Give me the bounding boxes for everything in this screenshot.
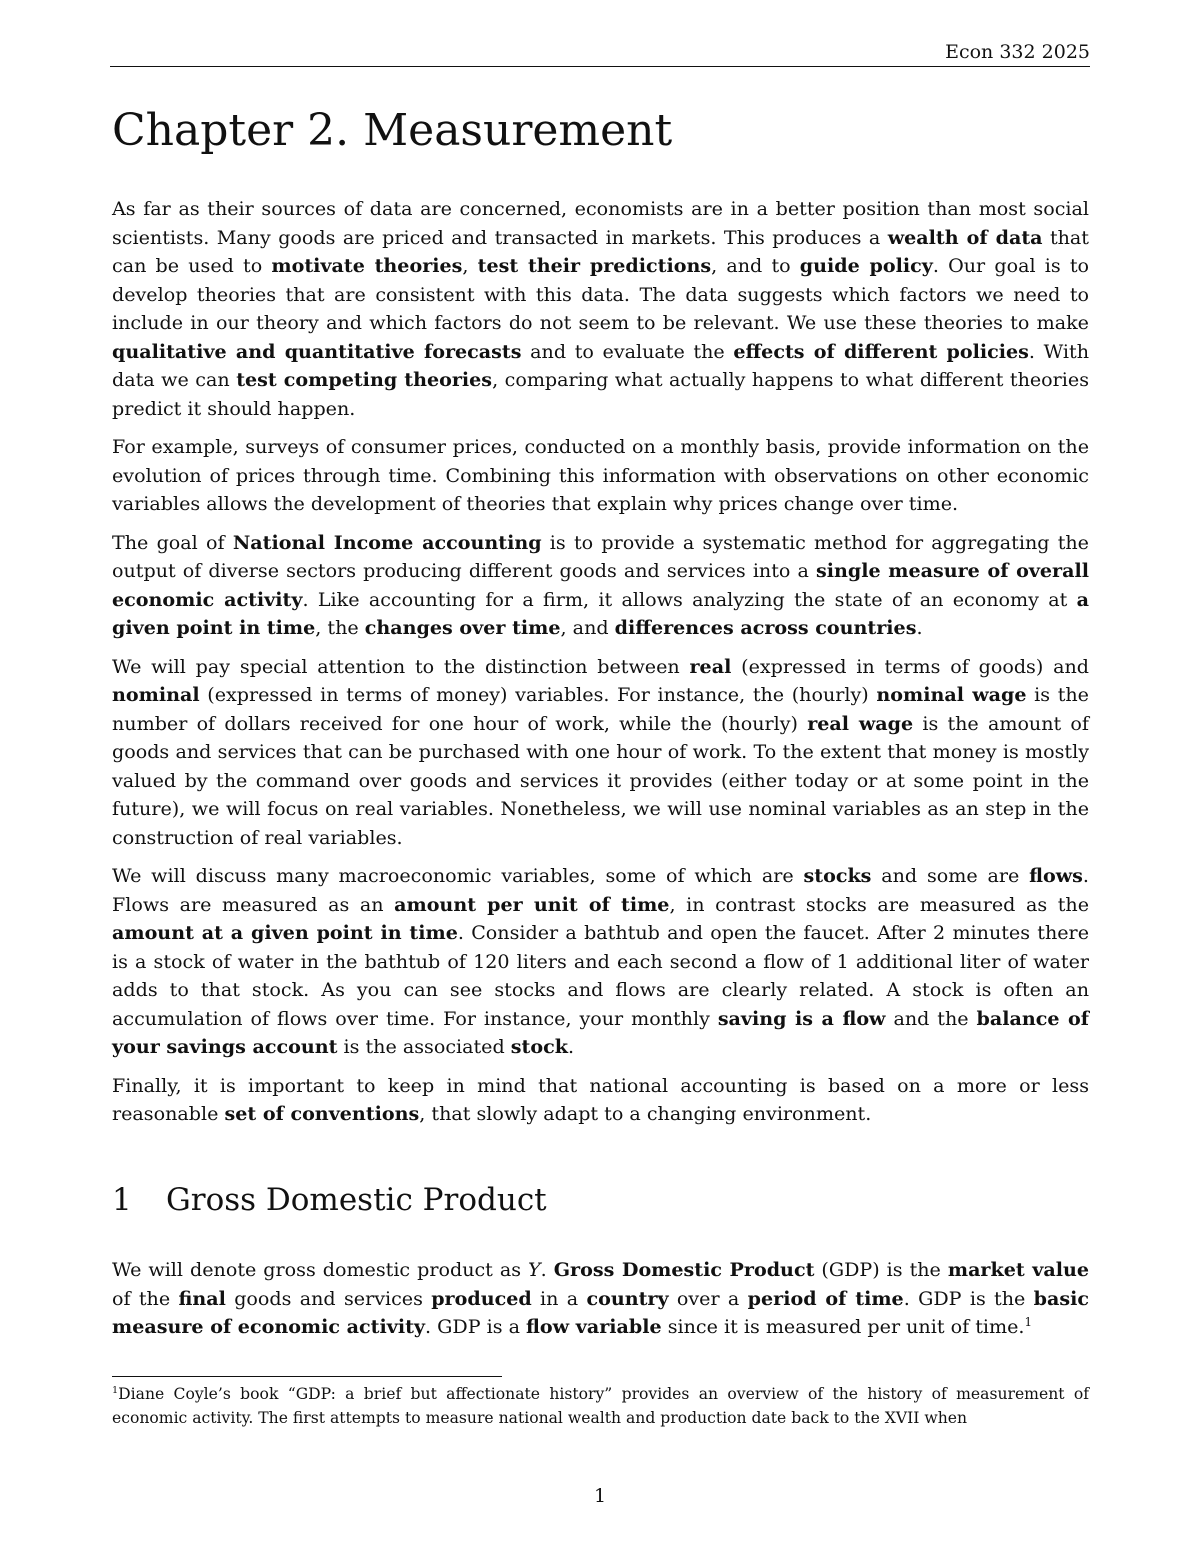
emphasis: country — [586, 1286, 669, 1310]
emphasis: guide policy — [799, 254, 933, 277]
emphasis: nominal — [112, 683, 200, 706]
paragraph-consumer-prices: For example, surveys of consumer prices, conducted on a monthly basis, provide information on the evolution of prices through time. Combining this information with observations on other economic variables allows the development of theories that explain why prices change over time. — [112, 435, 1089, 515]
chapter-title: Chapter 2. Measurement — [112, 105, 673, 156]
emphasis: real wage — [807, 711, 914, 735]
emphasis: balance of your savings account — [112, 1006, 1089, 1058]
section-body-gdp — [112, 1256, 1089, 1352]
emphasis: flows — [1029, 864, 1083, 887]
emphasis: market value — [947, 1258, 1090, 1281]
emphasis: flow variable — [526, 1315, 662, 1338]
emphasis: final — [178, 1286, 226, 1310]
emphasis: motivate theories — [271, 254, 463, 277]
emphasis: stock — [510, 1035, 568, 1058]
paragraph-national-income: The goal of National Income accounting is to provide a systematic method for aggregating the output of diverse sectors producing different goods and services into a single measure of overall economic activity. Like accounting for a firm, it allows analyzing the state of an economy at a given point in time, the changes over time, and differences across countries. — [112, 530, 1090, 639]
emphasis: changes over time — [364, 616, 561, 639]
running-header: Econ 332 2025 — [945, 41, 1090, 63]
chapter-body — [112, 195, 1089, 1139]
paragraph-stocks-flows: We will discuss many macroeconomic variables, some of which are stocks and some are flows. Flows are measured as an amount per unit of time, in contrast stocks are measured as the amount at a given point in time. Consider a bathtub and open the faucet. After 2 minutes there is a stock of water in the bathtub of 120 liters and each second a flow of 1 additional liter of water adds to that stock. As you can see stocks and flows are clearly related. A stock is often an accumulation of flows over time. For instance, your monthly saving is a flow and the balance of your savings account is the associated stock. — [112, 864, 1089, 1058]
emphasis: wealth of data — [887, 225, 1043, 249]
emphasis: real — [689, 654, 732, 678]
footnote-rule — [112, 1376, 502, 1377]
emphasis: single measure of overall economic activity — [112, 559, 1090, 611]
footnote — [112, 1382, 1089, 1430]
paragraph-real-nominal: We will pay special attention to the distinction between real (expressed in terms of goods) and nominal (expressed in terms of money) variables. For instance, the (hourly) nominal wage is the number of dollars received for one hour of work, while the (hourly) real wage is the amount of goods and services that can be purchased with one hour of work. To the extent that money is mostly valued by the command over goods and services it provides (either today or at some point in the future), we will focus on real variables. Nonetheless, we will use nominal variables as an step in the construction of real variables. — [112, 654, 1089, 849]
math-variable: Y — [528, 1258, 541, 1281]
emphasis: stocks — [803, 864, 872, 887]
emphasis: saving is a flow — [717, 1006, 886, 1030]
emphasis: amount per unit of time — [394, 892, 670, 916]
emphasis: a given point in time — [112, 587, 1089, 639]
emphasis: differences across countries — [614, 616, 917, 639]
emphasis: test their predictions — [477, 254, 712, 277]
paragraph-data-sources: As far as their sources of data are concerned, economists are in a better position than most social scientists. Many goods are priced and transacted in markets. This produces a wealth of data that can be used to motivate theories, test their predictions, and to guide policy. Our goal is to develop theories that are consistent with this data. The data suggests which factors we need to include in our theory and which factors do not seem to be relevant. We use these theories to make qualitative and quantitative forecasts and to evaluate the effects of different policies. With data we can test competing theories, comparing what actually happens to what different theories predict it should happen. — [112, 197, 1090, 420]
emphasis: set of conventions — [224, 1102, 420, 1125]
emphasis: produced — [431, 1286, 532, 1310]
emphasis: nominal wage — [876, 683, 1027, 706]
emphasis: effects of different policies — [733, 339, 1029, 363]
emphasis: amount at a given point in time — [112, 921, 458, 944]
header-rule — [110, 66, 1090, 67]
emphasis: National Income accounting — [232, 530, 542, 554]
footnote-marker: 1 — [112, 1385, 119, 1397]
footnote-reference[interactable]: 1 — [1024, 1314, 1032, 1329]
emphasis: test competing theories — [236, 368, 493, 391]
paragraph-conventions: Finally, it is important to keep in mind that national accounting is based on a more or less reasonable set of conventions, that slowly adapt to a changing environment. — [112, 1073, 1089, 1125]
section-heading-gdp — [112, 1180, 547, 1220]
emphasis: basic measure of economic activity — [112, 1286, 1090, 1338]
emphasis: Gross Domestic Product — [553, 1258, 815, 1281]
footnote-text: Diane Coyle’s book “GDP: a brief but affectionate history” provides an overview of the history of measurement of economic activity. The first attempts to measure national wealth and production date back to the XVII when — [112, 1385, 1089, 1427]
emphasis: qualitative and quantitative forecasts — [112, 339, 522, 363]
page-number: 1 — [593, 1485, 607, 1507]
emphasis: period of time — [747, 1286, 904, 1310]
section-title: Gross Domestic Product — [166, 1182, 547, 1218]
section-number: 1 — [112, 1182, 132, 1218]
paragraph-gdp-definition: We will denote gross domestic product as Y. Gross Domestic Product (GDP) is the market value of the final goods and services produced in a country over a period of time. GDP is the basic measure of economic activity. GDP is a flow variable since it is measured per unit of time.$^1$ — [112, 1258, 1090, 1338]
